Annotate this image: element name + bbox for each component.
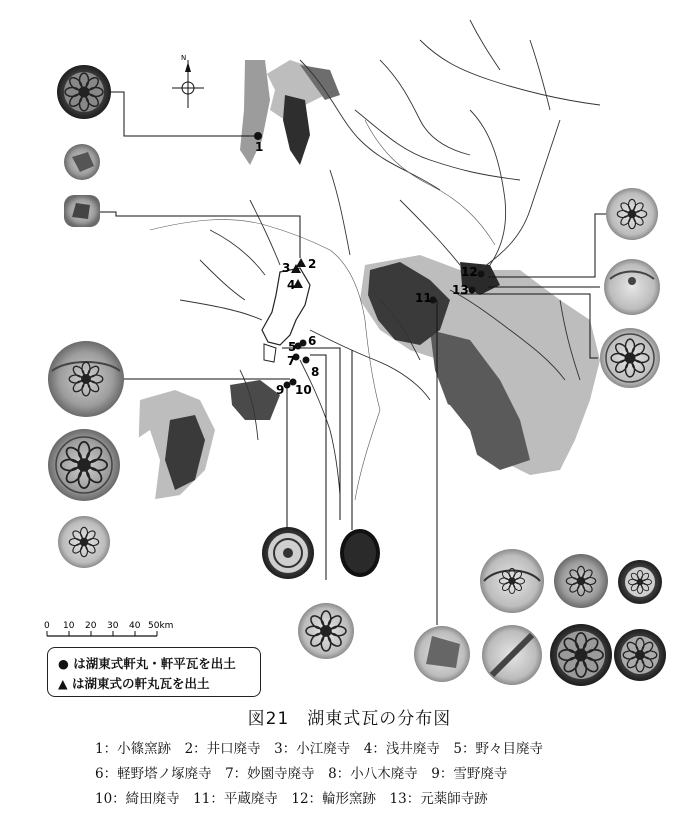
site-label-1: 1	[255, 140, 264, 154]
site-label-13: 13	[452, 283, 469, 297]
site-label-10: 10	[295, 383, 312, 397]
site-list-row-2: 6：軽野塔ノ塚廃寺 7：妙園寺廃寺 8：小八木廃寺 9：雪野廃寺	[95, 766, 508, 782]
north-label: N	[181, 54, 187, 62]
tile-photo	[600, 328, 660, 388]
scale-bar	[44, 621, 173, 636]
tile-photo	[604, 259, 660, 315]
site-list-row-3: 10：綺田廃寺 11：平蔵廃寺 12：輪形窯跡 13：元薬師寺跡	[95, 791, 488, 807]
scale-label: 30	[107, 621, 119, 631]
scale-label: 20	[85, 621, 97, 631]
site-marker-12	[478, 271, 485, 278]
tile-photo	[606, 188, 658, 240]
site-label-7: 7	[287, 354, 296, 368]
scale-label: 10	[63, 621, 75, 631]
site-list-row-1: 1：小篠窯跡 2：井口廃寺 3：小江廃寺 4：浅井廃寺 5：野々目廃寺	[95, 741, 543, 757]
site-label-6: 6	[308, 334, 317, 348]
scale-label: 50km	[148, 621, 174, 631]
tile-photo	[48, 429, 120, 501]
tile-photo	[262, 527, 314, 579]
marker-legend	[47, 647, 261, 697]
tile-photo	[550, 624, 612, 686]
tile-photo	[618, 560, 662, 604]
site-marker-1	[254, 132, 262, 140]
site-label-5: 5	[288, 340, 297, 354]
site-marker-8	[303, 357, 310, 364]
scale-label: 40	[129, 621, 141, 631]
tile-photo	[48, 341, 124, 417]
site-label-11: 11	[415, 291, 432, 305]
triangle-symbol: ▲	[58, 676, 68, 691]
figure-title: 図21 湖東式瓦の分布図	[247, 709, 452, 729]
tile-photo	[298, 603, 354, 659]
tile-photo	[614, 629, 666, 681]
tile-photo	[414, 626, 470, 682]
site-marker-9	[284, 382, 291, 389]
circle-legend-text: は湖東式軒丸・軒平瓦を出土	[73, 656, 236, 671]
tile-photo	[482, 625, 542, 685]
tile-photo	[64, 144, 100, 180]
site-label-4: 4	[287, 278, 296, 292]
tile-photo	[340, 529, 380, 577]
scale-label: 0	[44, 621, 50, 631]
circle-symbol: ●	[58, 656, 69, 671]
site-marker-6	[300, 340, 307, 347]
site-label-2: 2	[308, 257, 317, 271]
tile-photo	[58, 516, 110, 568]
tile-photo	[57, 65, 111, 119]
tile-photo	[64, 195, 100, 227]
site-label-9: 9	[276, 383, 285, 397]
tile-photo	[554, 554, 608, 608]
site-label-3: 3	[282, 261, 291, 275]
site-label-8: 8	[311, 365, 320, 379]
site-label-12: 12	[461, 265, 478, 279]
tile-photo	[480, 549, 544, 613]
site-marker-13	[469, 287, 476, 294]
triangle-legend-text: は湖東式の軒丸瓦を出土	[71, 676, 210, 691]
